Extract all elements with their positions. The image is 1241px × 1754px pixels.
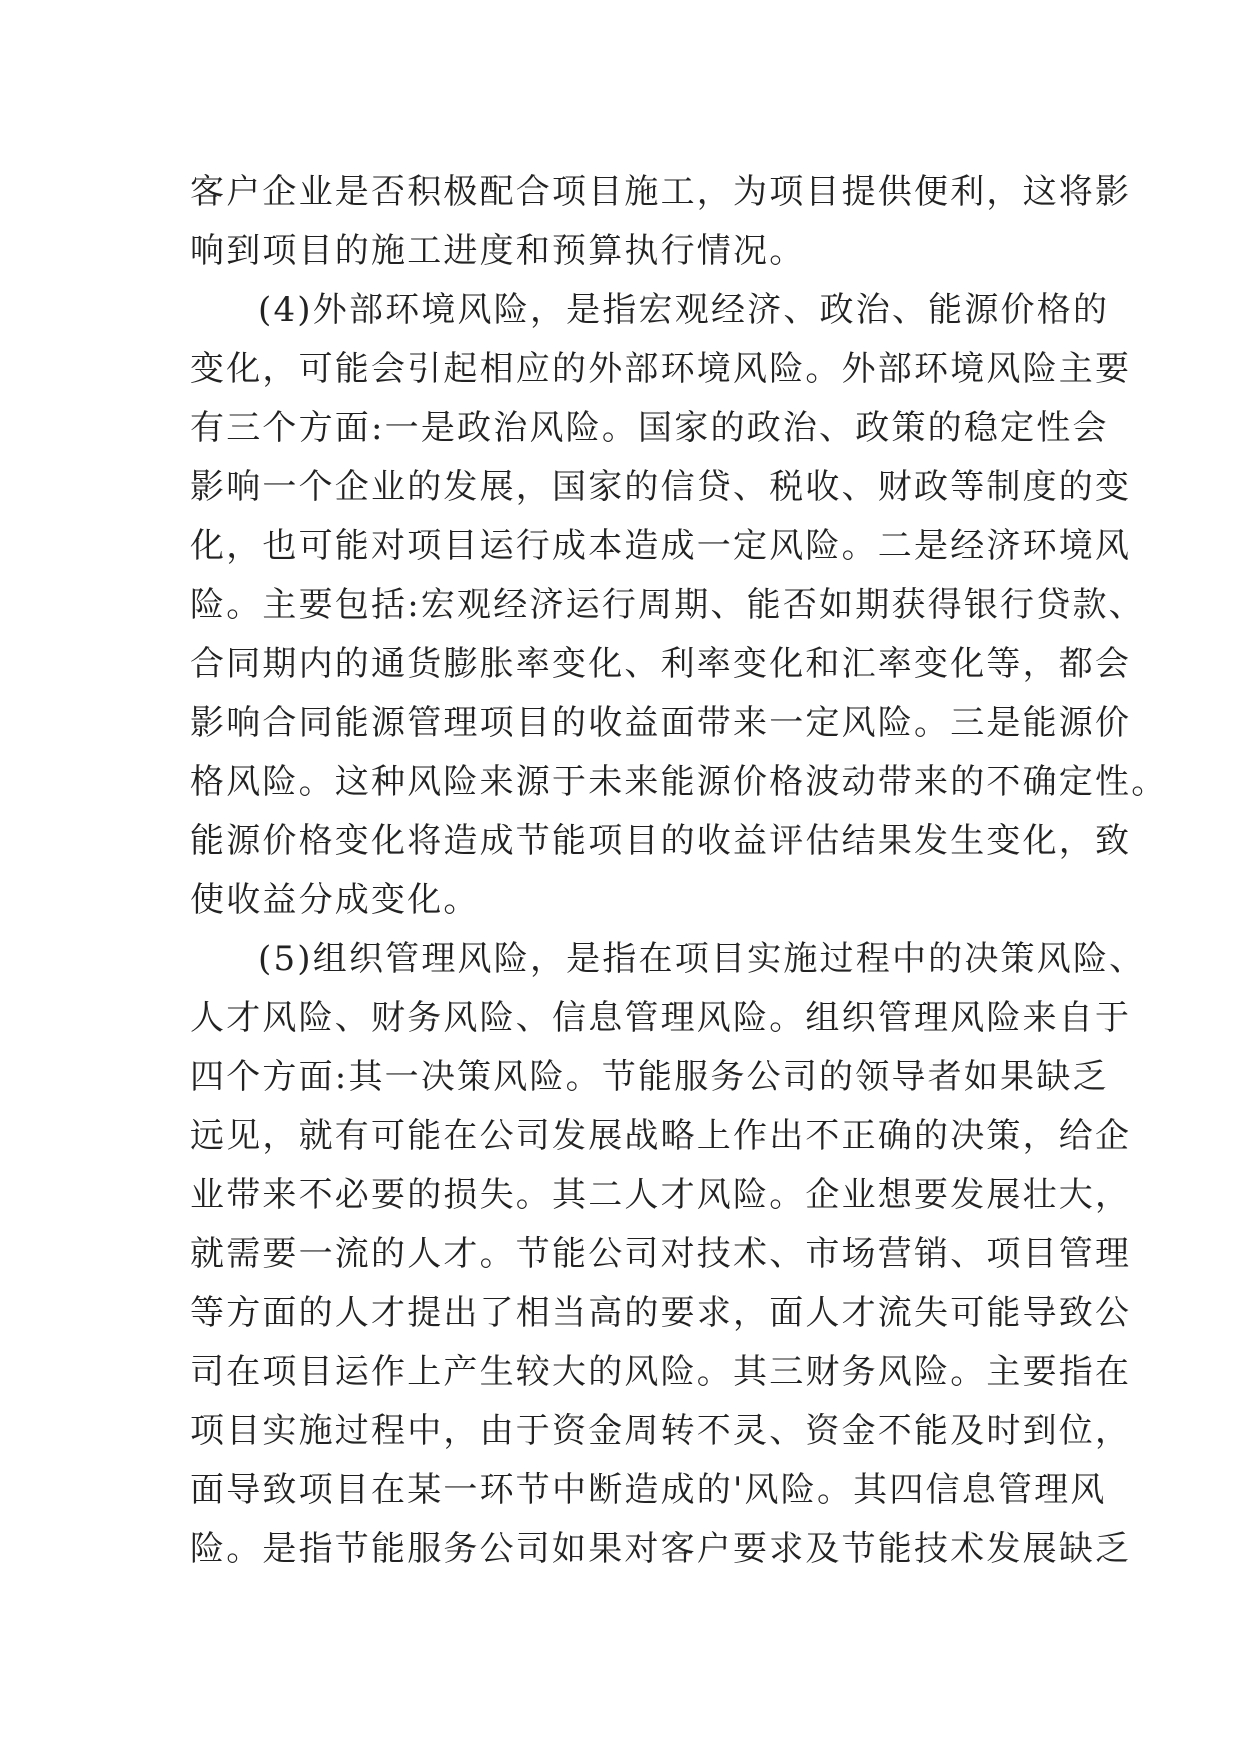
text-line: 格风险。这种风险来源于未来能源价格波动带来的不确定性。	[190, 762, 1168, 802]
text-line: 远见，就有可能在公司发展战略上作出不正确的决策，给企	[190, 1116, 1132, 1156]
text-line: 使收益分成变化。	[190, 880, 480, 920]
text-line: 合同期内的通货膨胀率变化、利率变化和汇率变化等，都会	[190, 644, 1132, 684]
paragraph-start-line: (4)外部环境风险，是指宏观经济、政治、能源价格的	[258, 290, 1110, 330]
text-line: 项目实施过程中，由于资金周转不灵、资金不能及时到位，	[190, 1411, 1132, 1451]
text-line: 影响一个企业的发展，国家的信贷、税收、财政等制度的变	[190, 467, 1132, 507]
text-line: 有三个方面:一是政治风险。国家的政治、政策的稳定性会	[190, 408, 1109, 448]
text-line: 面导致项目在某一环节中断造成的'风险。其四信息管理风	[190, 1470, 1107, 1510]
text-line: 业带来不必要的损失。其二人才风险。企业想要发展壮大，	[190, 1175, 1132, 1215]
body-text	[190, 163, 1168, 1579]
text-line: 就需要一流的人才。节能公司对技术、市场营销、项目管理	[190, 1234, 1132, 1274]
text-line: 能源价格变化将造成节能项目的收益评估结果发生变化，致	[190, 821, 1132, 861]
text-line: 化，也可能对项目运行成本造成一定风险。二是经济环境风	[190, 526, 1132, 566]
text-line: 影响合同能源管理项目的收益面带来一定风险。三是能源价	[190, 703, 1132, 743]
text-line: 等方面的人才提出了相当高的要求，面人才流失可能导致公	[190, 1293, 1132, 1333]
text-line: 变化，可能会引起相应的外部环境风险。外部环境风险主要	[190, 349, 1132, 389]
text-line: 险。主要包括:宏观经济运行周期、能否如期获得银行贷款、	[190, 585, 1145, 625]
text-line: 险。是指节能服务公司如果对客户要求及节能技术发展缺乏	[190, 1529, 1132, 1569]
paragraph-start-line: (5)组织管理风险，是指在项目实施过程中的决策风险、	[258, 939, 1146, 979]
text-line: 司在项目运作上产生较大的风险。其三财务风险。主要指在	[190, 1352, 1132, 1392]
text-line: 客户企业是否积极配合项目施工，为项目提供便利，这将影	[190, 172, 1132, 212]
text-line: 人才风险、财务风险、信息管理风险。组织管理风险来自于	[190, 998, 1132, 1038]
text-line: 四个方面:其一决策风险。节能服务公司的领导者如果缺乏	[190, 1057, 1109, 1097]
text-line: 响到项目的施工进度和预算执行情况。	[190, 231, 806, 271]
